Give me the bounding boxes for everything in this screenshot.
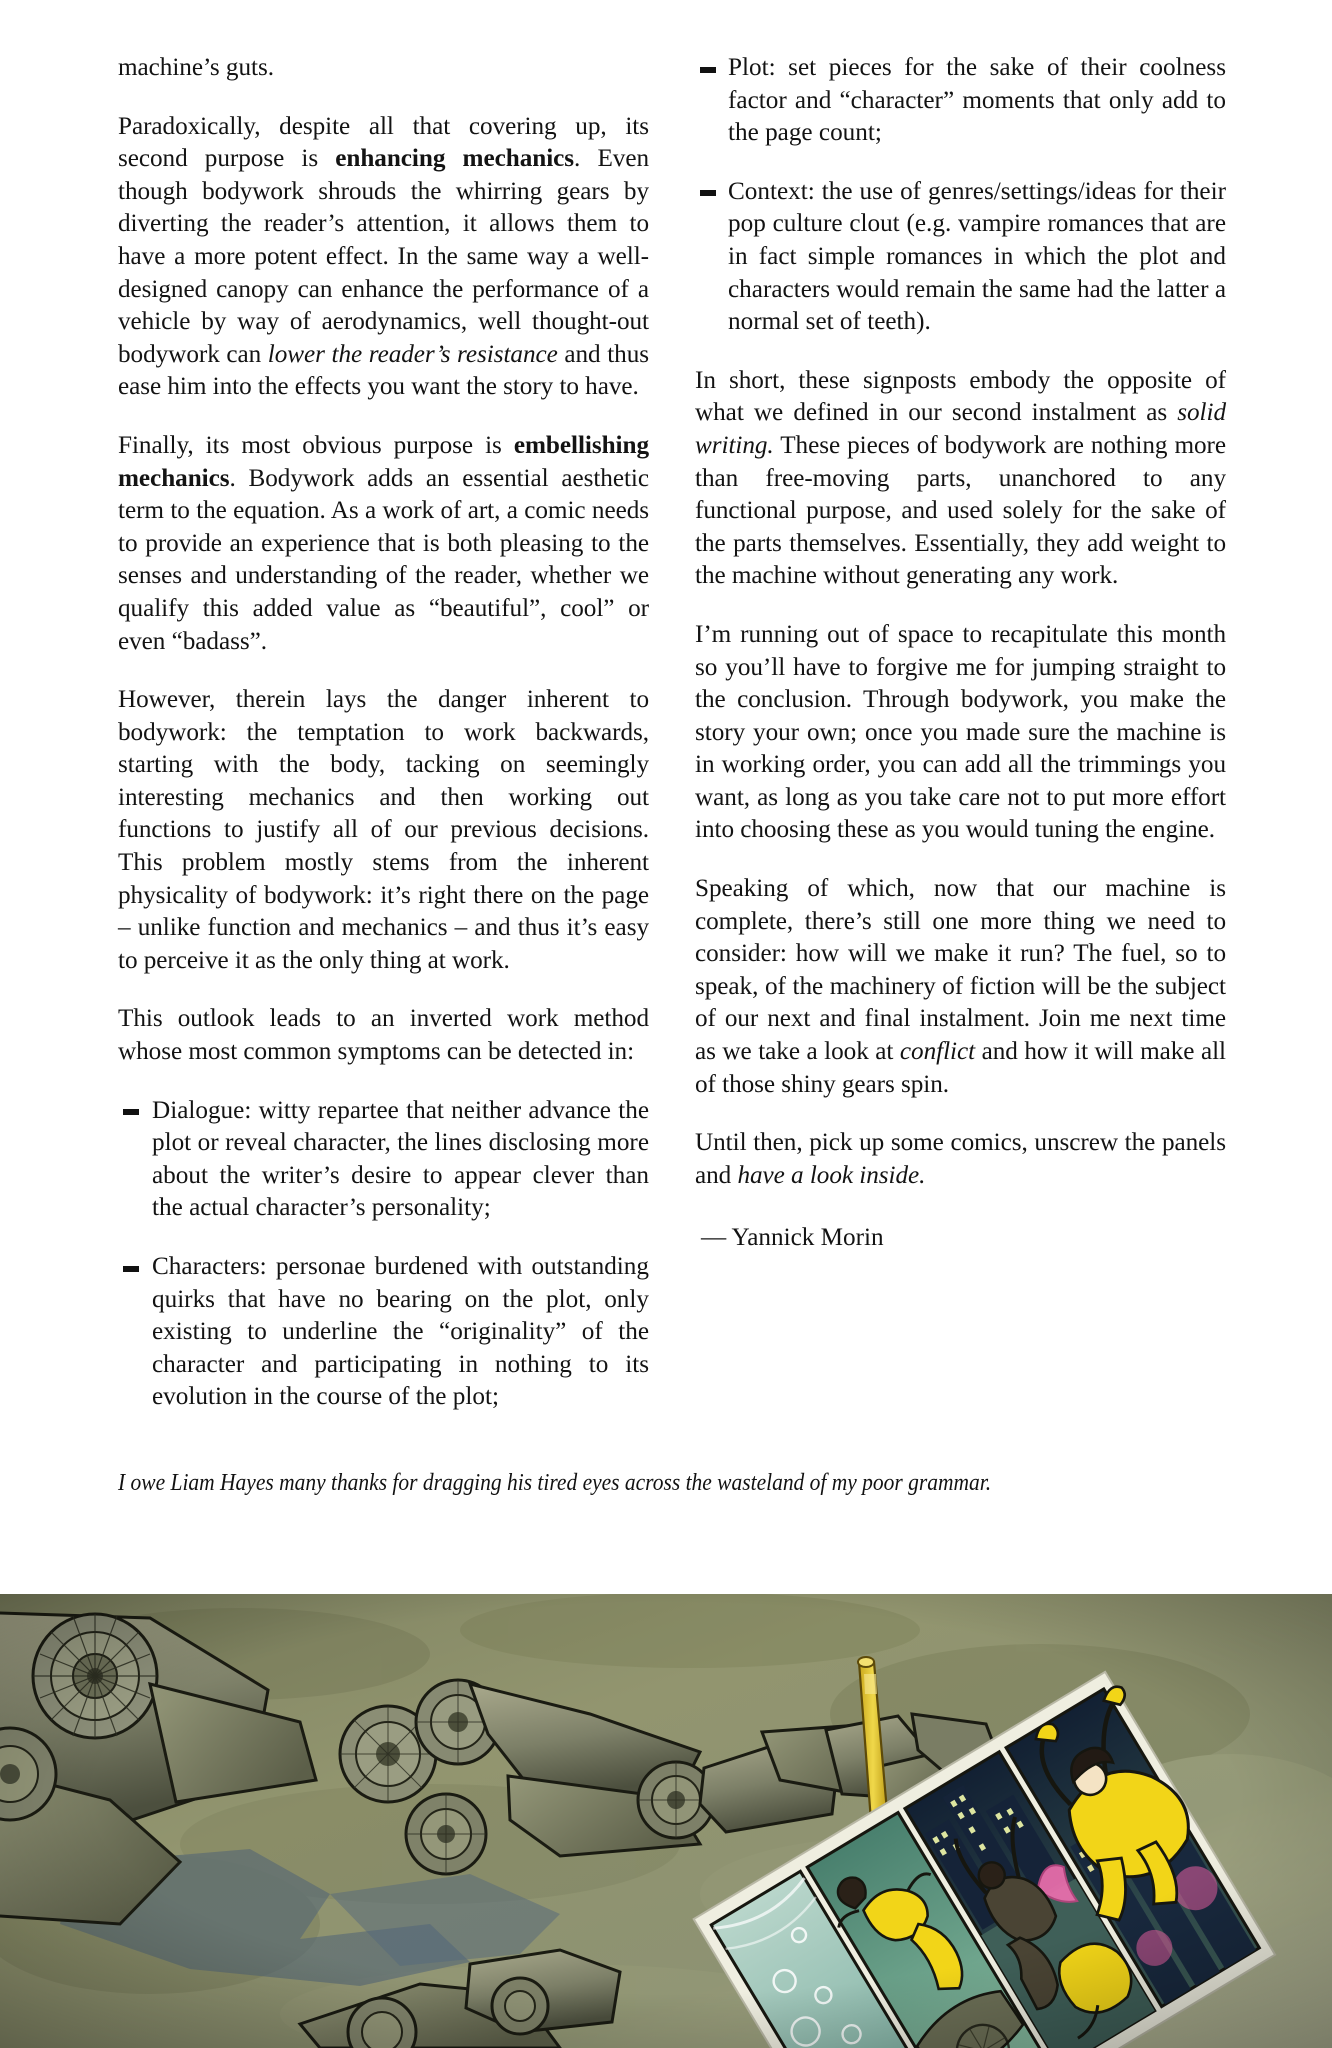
paragraph-machine-guts: machine’s guts. [118,54,274,81]
italic-solid-writing: solid writing. [695,399,1226,459]
illustration-svg [0,1594,1332,2048]
paragraph-speaking-of-which [695,873,1226,1101]
italic-have-a-look-inside: have a look inside. [737,1161,926,1189]
paragraph-running-out-of-space: I’m running out of space to recapitulate this month so you’ll have to forgive me for jumping straight to the conclusion. Through bodywork, you make the story your own; once you made sure the machine is in working order, you can add all the trimmings you want, as long as you take care not to put more effort into choosing these as you would tuning the engine. [695,620,1226,844]
illustration-comic-art [0,1594,1332,2048]
paragraph-text-segment: . Bodywork adds an essential aesthetic term to the equation. As a work of art, a comic needs to provide an experience that is both pleasing to the senses and understanding of the reader, whether we qualify this added value as “beautiful”, cool” or even “badass”. [118,464,649,655]
right-column [695,52,1226,1255]
italic-conflict: conflict [899,1038,976,1066]
list-item [118,1095,649,1225]
dash-bullet-icon [123,1109,139,1115]
left-column [118,52,649,1440]
paragraph-text-segment: Speaking of which, now that our machine is complete, there’s still one more thing we need to consider: how will we make it run? The fuel, so to speak, of the machinery of fiction will be the subject of our next and final instalment. Join me next time as we take a look at [695,875,1226,1066]
list-item [695,52,1226,150]
paragraph-text-segment: Finally, its most obvious purpose is [118,431,514,459]
dash-bullet-icon [700,67,716,73]
paragraph-text-segment: . Even though bodywork shrouds the whirring gears by diverting the reader’s attention, it allows them to have a more potent effect. In the same way a well-designed canopy can enhance the performance of a vehicle by way of aerodynamics, well thought-out bodywork can [118,145,649,368]
paragraph-text-segment: These pieces of bodywork are nothing more than free-moving parts, unanchored to any functional purpose, and used solely for the sake of the parts themselves. Essentially, they add weight to the machine without generating any work. [695,431,1226,590]
paragraph-text-segment: Paradoxically, despite all that covering up, its second purpose is [118,112,649,173]
list-item-label: Plot: set pieces for the sake of their coolness factor and “character” moments that only add to the page count; [728,54,1226,147]
paragraph-finally [118,430,649,658]
two-column-layout [118,52,1226,1440]
dash-bullet-icon [700,190,716,196]
left-bullet-list [118,1095,649,1414]
paragraph-text-segment: Until then, pick up some comics, unscrew the panels and [695,1129,1226,1189]
paragraph-until-then [695,1127,1226,1192]
list-item [695,176,1226,339]
author-signature: — Yannick Morin [701,1224,884,1252]
credit-line: I owe Liam Hayes many thanks for dragging his tired eyes across the wasteland of my poor grammar. [118,1470,992,1496]
paragraph-text-segment: In short, these signposts embody the opposite of what we defined in our second instalment as [695,366,1226,427]
list-item-label: Context: the use of genres/settings/ideas for their pop culture clout (e.g. vampire romances that are in fact simple romances in which the plot and characters would remain the same had the latter a normal set of teeth). [728,177,1226,336]
list-item-label: Dialogue: witty repartee that neither advance the plot or reveal character, the lines disclosing more about the writer’s desire to appear clever than the actual character’s personality; [152,1096,649,1222]
list-item-label: Characters: personae burdened with outstanding quirks that have no bearing on the plot, only existing to underline the “originality” of the character and participating in nothing to its evolution in the course of the plot; [152,1253,649,1411]
paragraph-inverted-work-method: This outlook leads to an inverted work method whose most common symptoms can be detected in: [118,1005,649,1066]
vignette-overlay [0,1594,1332,2048]
list-item [118,1251,649,1414]
paragraph-in-short [695,365,1226,593]
paragraph-text-segment: and how it will make all of those shiny gears spin. [695,1038,1226,1098]
dash-bullet-icon [123,1266,139,1272]
paragraph-text-segment: and thus ease him into the effects you want the story to have. [118,340,650,401]
italic-lower-reader-resistance: lower the reader’s resistance [267,340,558,368]
bold-embellishing-mechanics: embellishing mechanics [118,431,649,492]
right-bullet-list [695,52,1226,339]
paragraph-paradoxically [118,111,649,404]
bold-enhancing-mechanics: enhancing mechanics [335,145,575,173]
paragraph-however-danger: However, therein lays the danger inherent to bodywork: the temptation to work backwards, starting with the body, tacking on seemingly interesting mechanics and then working out functions to justify all of our previous decisions. This problem mostly stems from the inherent physicality of bodywork: it’s right there on the page – unlike function and mechanics – and thus it’s easy to perceive it as the only thing at work. [118,686,649,974]
